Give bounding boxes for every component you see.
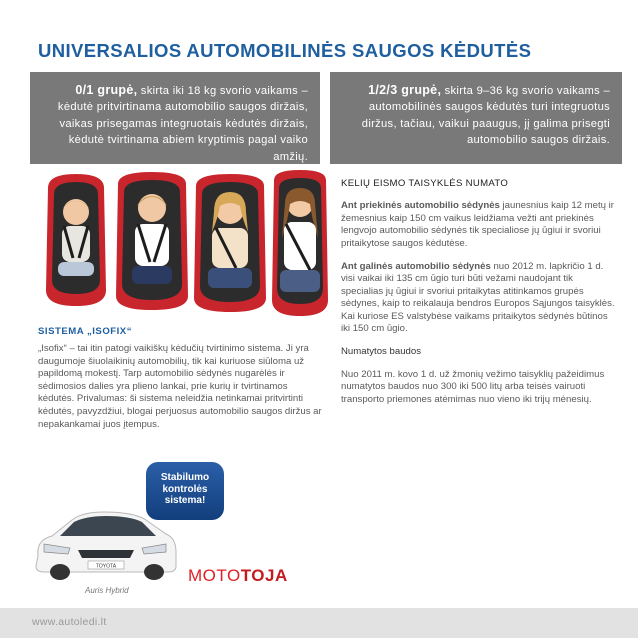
- child-seat-3: [194, 174, 266, 312]
- front-seat-bold: Ant priekinės automobilio sėdynės: [341, 200, 500, 212]
- car-image: [30, 506, 180, 584]
- car-caption: Auris Hybrid: [85, 586, 129, 595]
- group-01-box: [30, 72, 320, 164]
- rules-heading: KELIŲ EISMO TAISYKLĖS NUMATO: [341, 178, 509, 189]
- front-seat-paragraph: [341, 200, 616, 250]
- license-plate: TOYOTA: [95, 563, 117, 570]
- group-123-text: skirta 9–36 kg svorio vaikams – automobilinės saugos kėdutės turi integruotus diržus, tačiau, vaikui paaugus, jį galima prisegti automobilio saugos diržais.: [361, 85, 610, 147]
- child-seat-1: [46, 174, 106, 306]
- rear-seat-bold: Ant galinės automobilio sėdynės: [341, 261, 491, 273]
- mototoja-logo: [188, 566, 288, 586]
- fines-heading: Numatytos baudos: [341, 346, 421, 358]
- front-seat-text: jaunesnius kaip 12 metų ir žemesnius kaip 150 cm vaikus leidžiama vežti ant priekinės lengvojo automobilio sėdynės tik specialiose jų ūgiui ir svoriui pritaikytose saugos kėdutėse.: [341, 200, 614, 249]
- group-01-label: 0/1 grupė,: [75, 83, 138, 97]
- rear-seat-paragraph: [341, 261, 616, 335]
- footer-url[interactable]: www.autoledi.lt: [32, 616, 107, 628]
- footer: [0, 608, 638, 638]
- car-advert: [30, 462, 300, 602]
- brand-bold: TOJA: [240, 566, 288, 585]
- child-seat-2: [116, 172, 188, 310]
- stability-badge: Stabilumo kontrolės sistema!: [146, 462, 224, 520]
- fines-text: Nuo 2011 m. kovo 1 d. už žmonių vežimo taisyklių pažeidimus numatytos baudos nuo 300 iki 500 litų arba teisės vairuoti transporto priemones atėmimas nuo vieno iki trijų mėnesių.: [341, 368, 605, 405]
- page-title: UNIVERSALIOS AUTOMOBILINĖS SAUGOS KĖDUTĖS: [38, 40, 532, 61]
- isofix-heading: SISTEMA „ISOFIX“: [38, 326, 132, 337]
- rear-seat-text: nuo 2012 m. lapkričio 1 d. visi vaikai iki 135 cm ūgio turi būti vežami naudojant tik specialias jų ūgiui ir svoriui pritaikytas atitinkamos grupės sėdynes, kaip to reikalauja bendros Europos Sąjungos taisyklės. Kai kuriose ES valstybėse vaikams pritaikytos sėdynės būtinos iki 150 cm ūgio.: [341, 261, 615, 335]
- rules-column: [341, 178, 616, 417]
- group-123-box: [330, 72, 622, 164]
- group-01-text: skirta iki 18 kg svorio vaikams – kėdutė pritvirtinama automobilio saugos diržais, vaikas prisegamas integruotais kėdutės diržais, kėdutė tvirtinama abiem kryptimis pagal vaiko amžių.: [57, 85, 308, 163]
- group-123-label: 1/2/3 grupė,: [368, 83, 442, 97]
- child-seats-photo: [40, 170, 330, 322]
- child-seat-4: [272, 170, 328, 316]
- brand-light: MOTO: [188, 566, 241, 585]
- isofix-text: „Isofix“ – tai itin patogi vaikiškų kėdučių tvirtinimo sistema. Ji yra daugumoje šiuolaikinių automobilių, tik kai kuriuose siūloma už papildomą mokestį. Tarp automobilio sėdynės nugarėlės ir sėdimosios dalies yra plieno lankai, prie kurių ir tvirtinamos kėdutės. Privalumas: ši sistema neleidžia netinkamai pritvirtinti kėdutės, pavyzdžiui, blogai perjuosus automobilio saugos diržus ar nepakankamai juos įtempus.: [38, 343, 322, 430]
